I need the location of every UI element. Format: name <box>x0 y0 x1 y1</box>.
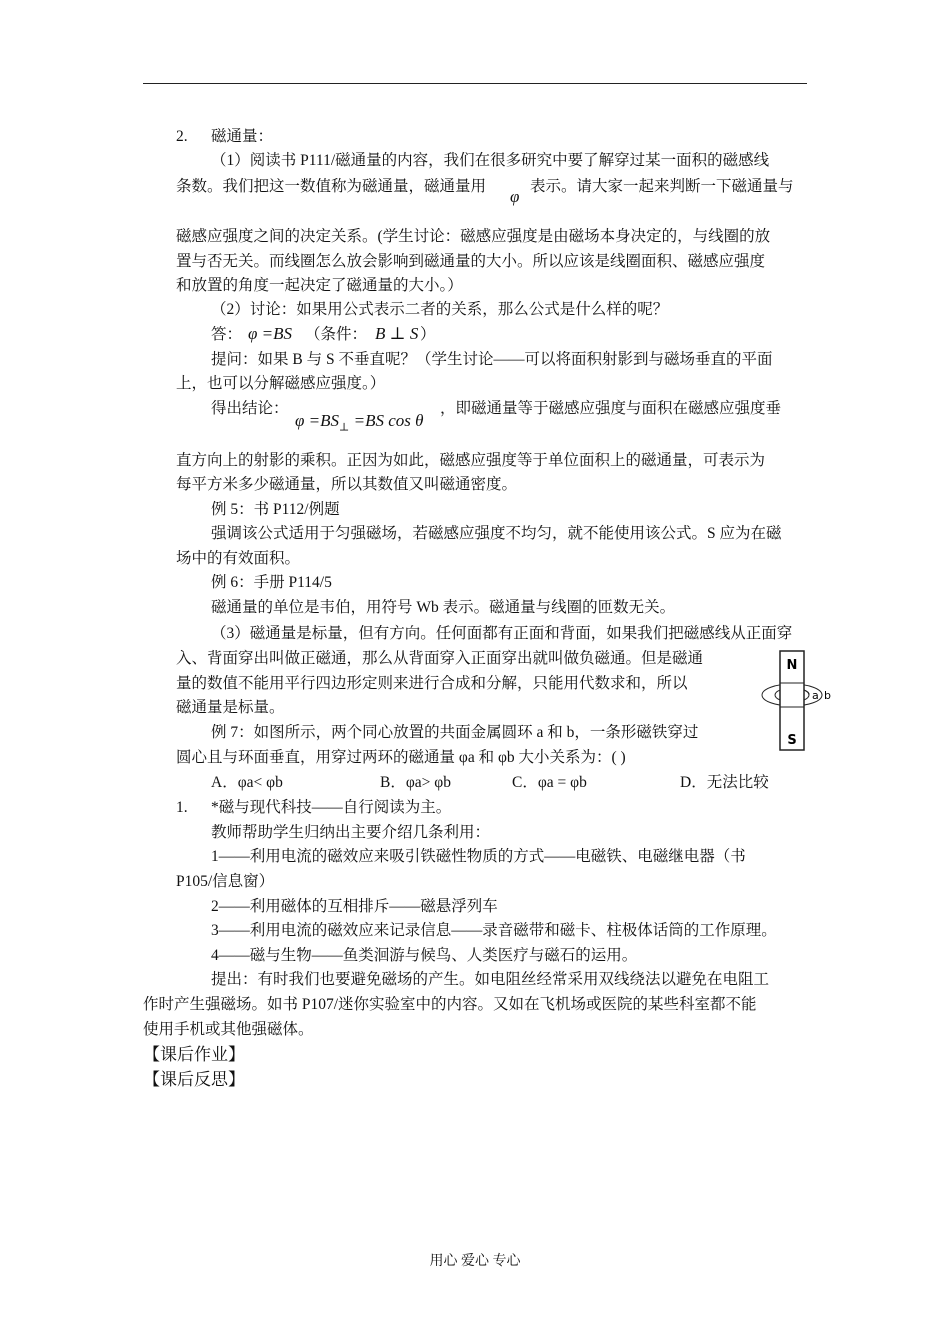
option-a: A．φa< φb <box>211 774 283 791</box>
paragraph-line: （2）讨论：如果用公式表示二者的关系，那么公式是什么样的呢？ <box>211 301 669 318</box>
conclusion-label: 得出结论： <box>211 400 289 417</box>
paragraph-line: 磁感应强度之间的决定关系。(学生讨论：磁感应强度是由磁场本身决定的，与线圈的放 <box>176 228 771 245</box>
paragraph-line: 条数。我们把这一数值称为磁通量，磁通量用 <box>176 178 487 195</box>
option-b: B．φa> φb <box>380 774 451 791</box>
paragraph-line: 直方向上的射影的乘积。正因为如此，磁感应强度等于单位面积上的磁通量，可表示为 <box>176 452 766 469</box>
condition-close: ） <box>420 326 436 343</box>
list-item: 4——磁与生物——鱼类洄游与候鸟、人类医疗与磁石的运用。 <box>211 947 638 964</box>
paragraph-line: （1）阅读书 P111/磁通量的内容，我们在很多研究中要了解穿过某一面积的磁感线 <box>211 152 770 169</box>
paragraph-line: 强调该公式适用于匀强磁场，若磁感应强度不均匀，就不能使用该公式。S 应为在磁 <box>211 525 782 542</box>
paragraph-line: 教师帮助学生归纳出主要介绍几条利用： <box>211 824 491 841</box>
magnet-s-label: S <box>787 733 797 748</box>
header-rule <box>143 83 807 84</box>
paragraph-line: 作时产生强磁场。如书 P107/迷你实验室中的内容。又如在飞机场或医院的某些科室都不能 <box>143 996 757 1013</box>
reflection-heading: 【课后反思】 <box>143 1070 245 1089</box>
section-title: *磁与现代科技——自行阅读为主。 <box>211 799 452 816</box>
answer-label: 答： <box>211 326 243 343</box>
paragraph-line: 入、背面穿出叫做正磁通，那么从背面穿入正面穿出就叫做负磁通。但是磁通 <box>176 650 704 667</box>
ring-a-label: a <box>812 689 819 702</box>
condition-label: （条件： <box>305 326 368 343</box>
list-item: 2——利用磁体的互相排斥——磁悬浮列车 <box>211 898 498 915</box>
list-item: 1——利用电流的磁效应来吸引铁磁性物质的方式——电磁铁、电磁继电器（书 <box>211 848 746 865</box>
magnet-n-label: N <box>786 658 798 673</box>
paragraph-line: 提问：如果 B 与 S 不垂直呢？（学生讨论——可以将面积射影到与磁场垂直的平面 <box>211 351 773 368</box>
condition-formula: B ⊥ S <box>375 324 419 343</box>
paragraph-line: 场中的有效面积。 <box>176 550 301 567</box>
paragraph-line: 和放置的角度一起决定了磁通量的大小。） <box>176 277 463 294</box>
example-6: 例 6：手册 P114/5 <box>211 574 332 591</box>
list-item-cont: P105/信息窗） <box>176 873 275 890</box>
list-item: 3——利用电流的磁效应来记录信息——录音磁带和磁卡、柱极体话筒的工作原理。 <box>211 922 777 939</box>
example-5: 例 5：书 P112/例题 <box>211 501 340 518</box>
paragraph-line: 磁通量的单位是韦伯，用符号 Wb 表示。磁通量与线圈的匝数无关。 <box>211 599 676 616</box>
section-number: 2. <box>176 128 188 145</box>
option-d: D．无法比较 <box>680 774 769 791</box>
paragraph-line: 每平方米多少磁通量，所以其数值又叫磁通密度。 <box>176 476 518 493</box>
example-7: 例 7：如图所示，两个同心放置的共面金属圆环 a 和 b，一条形磁铁穿过 <box>211 724 699 741</box>
paragraph-line: ，即磁通量等于磁感应强度与面积在磁感应强度垂 <box>440 400 782 417</box>
paragraph-line: 置与否无关。而线圈怎么放会影响到磁通量的大小。所以应该是线圈面积、磁感应强度 <box>176 253 766 270</box>
section-title: 磁通量： <box>211 128 274 145</box>
paragraph-line: 使用手机或其他强磁体。 <box>143 1021 314 1038</box>
paragraph-line: （3）磁通量是标量，但有方向。任何面都有正面和背面，如果我们把磁感线从正面穿 <box>211 625 793 642</box>
paragraph-line: 提出：有时我们也要避免磁场的产生。如电阻丝经常采用双线绕法以避免在电阻工 <box>211 971 770 988</box>
ring-b-label: b <box>824 689 831 702</box>
conclusion-formula: $\varphi =BS_\perp =BS$ cos θ <box>295 411 424 434</box>
phi-symbol: φ <box>510 187 520 206</box>
section-number: 1. <box>176 799 188 816</box>
page-footer: 用心 爱心 专心 <box>429 1254 521 1269</box>
formula: φ =BS <box>248 324 293 343</box>
paragraph-line: 圆心且与环面垂直，用穿过两环的磁通量 φa 和 φb 大小关系为：( ) <box>176 749 626 766</box>
homework-heading: 【课后作业】 <box>143 1045 245 1064</box>
paragraph-line: 量的数值不能用平行四边形定则来进行合成和分解，只能用代数求和，所以 <box>176 675 688 692</box>
paragraph-line: 磁通量是标量。 <box>176 699 285 716</box>
paragraph-line: 表示。请大家一起来判断一下磁通量与 <box>530 178 794 195</box>
option-c: C．φa = φb <box>512 774 587 791</box>
paragraph-line: 上，也可以分解磁感应强度。） <box>176 375 386 392</box>
magnet-rings-figure <box>755 648 837 754</box>
